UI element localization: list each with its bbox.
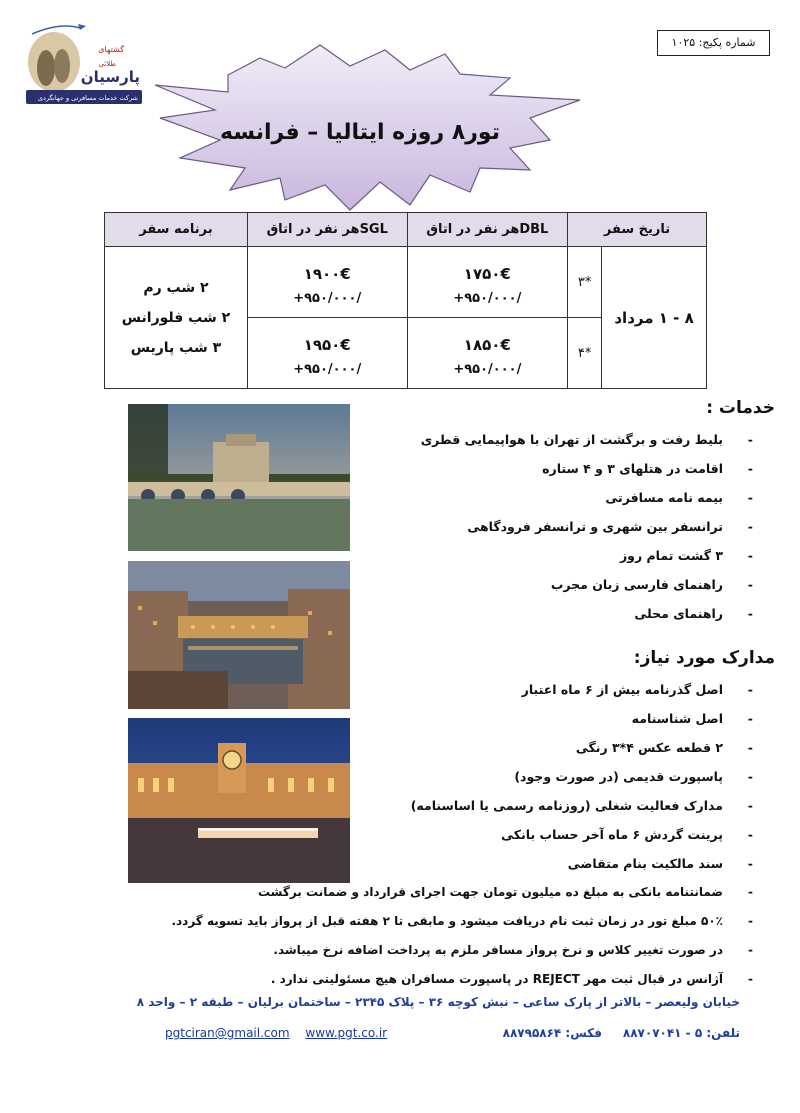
- hotel-stars: *۳: [568, 247, 602, 318]
- list-item: - ۲ قطعه عکس ۴*۳ رنگی: [171, 740, 753, 769]
- travel-program: [105, 247, 248, 389]
- header-dbl: DBLهر نفر در اتاق: [407, 213, 568, 247]
- list-item: - در صورت تغییر کلاس و نرخ پرواز مسافر ملزم به پرداخت اضافه نرخ میباشد.: [171, 943, 753, 972]
- email-link[interactable]: pgtciran@gmail.com: [165, 1026, 290, 1040]
- sgl-price: ۱۹۰۰€: [303, 264, 351, 283]
- list-item: - بلیط رفت و برگشت از تهران با هواپیمایی قطری: [421, 432, 753, 461]
- sgl-extra: +۹۵۰/۰۰۰/: [293, 361, 362, 377]
- contact-phones: [503, 1026, 740, 1040]
- list-item: - اصل شناسنامه: [171, 711, 753, 740]
- package-number-box: [657, 30, 770, 56]
- list-item: - مدارک فعالیت شغلی (روزنامه رسمی یا اساسنامه): [171, 798, 753, 827]
- sgl-cell: [247, 247, 407, 318]
- list-item: - ضمانتنامه بانکی به مبلغ ده میلیون تومان جهت اجرای قرارداد و ضمانت برگشت: [171, 885, 753, 914]
- list-item: - ۵۰٪ مبلغ تور در زمان ثبت نام دریافت میشود و مابقی تا ۲ هفته قبل از پرواز باید تسویه گردد.: [171, 914, 753, 943]
- footer-links: [165, 1026, 399, 1040]
- address: خیابان ولیعصر – بالاتر از پارک ساعی – نبش کوچه ۳۶ – پلاک ۲۳۴۵ – ساختمان برلیان – طبقه ۲ – واحد ۸: [136, 995, 740, 1009]
- program-florence: ۲ شب فلورانس: [121, 309, 231, 326]
- page-title: تور۸ روزه ایتالیا – فرانسه: [220, 120, 500, 145]
- sgl-extra: +۹۵۰/۰۰۰/: [293, 290, 362, 306]
- package-number: شماره پکیج: ۱۰۲۵: [671, 36, 756, 49]
- list-item: - راهنمای فارسی زبان مجرب: [421, 577, 753, 606]
- list-item: - آژانس در قبال ثبت مهر REJECT در پاسپورت مسافران هیچ مسئولیتی ندارد .: [171, 972, 753, 1001]
- list-item: - سند مالکیت بنام متقاضی: [171, 856, 753, 885]
- website-link[interactable]: www.pgt.co.ir: [305, 1026, 388, 1040]
- rome-photo: [128, 404, 350, 551]
- logo-brand-top: گشتهای: [98, 45, 124, 54]
- sgl-cell: [247, 318, 407, 389]
- sgl-price: ۱۹۵۰€: [303, 335, 351, 354]
- documents-list: [171, 682, 753, 1001]
- dbl-cell: [407, 318, 568, 389]
- header-date: تاریخ سفر: [568, 213, 707, 247]
- dbl-extra: +۹۵۰/۰۰۰/: [453, 361, 522, 377]
- logo-tagline: شرکت خدمات مسافرتی و جهانگردی: [37, 94, 138, 102]
- list-item: - اصل گذرنامه بیش از ۶ ماه اعتبار: [171, 682, 753, 711]
- list-item: - بیمه نامه مسافرتی: [421, 490, 753, 519]
- price-table: [104, 212, 707, 389]
- logo-brand-mid: طلائی: [98, 60, 116, 68]
- fax-number: فکس: ۸۸۷۹۵۸۶۴: [502, 1026, 603, 1040]
- header-program: برنامه سفر: [105, 213, 248, 247]
- list-item: - ۳ گشت تمام روز: [421, 548, 753, 577]
- list-item: - پرینت گردش ۶ ماه آخر حساب بانکی: [171, 827, 753, 856]
- list-item: - اقامت در هتلهای ۳ و ۴ ستاره: [421, 461, 753, 490]
- plane-icon: [78, 24, 86, 30]
- documents-heading: مدارک مورد نیاز:: [633, 648, 775, 668]
- list-item: - پاسپورت قدیمی (در صورت وجود): [171, 769, 753, 798]
- dbl-cell: [407, 247, 568, 318]
- services-list: [421, 432, 753, 635]
- services-heading: خدمات :: [706, 398, 775, 418]
- program-paris: ۳ شب پاریس: [130, 339, 222, 356]
- list-item: - ترانسفر بین شهری و ترانسفر فرودگاهی: [421, 519, 753, 548]
- hotel-stars: *۴: [568, 318, 602, 389]
- dbl-extra: +۹۵۰/۰۰۰/: [453, 290, 522, 306]
- table-row: [105, 247, 707, 318]
- list-item: - راهنمای محلی: [421, 606, 753, 635]
- dbl-price: ۱۸۵۰€: [463, 335, 511, 354]
- travel-date: ۸ - ۱ مرداد: [602, 247, 707, 389]
- header-sgl: SGLهر نفر در اتاق: [247, 213, 407, 247]
- program-rome: ۲ شب رم: [143, 279, 209, 296]
- logo-brand-main: پارسیان: [80, 68, 140, 86]
- phone-number: تلفن: ۵ - ۸۸۷۰۷۰۴۱: [622, 1026, 740, 1040]
- dbl-price: ۱۷۵۰€: [463, 264, 511, 283]
